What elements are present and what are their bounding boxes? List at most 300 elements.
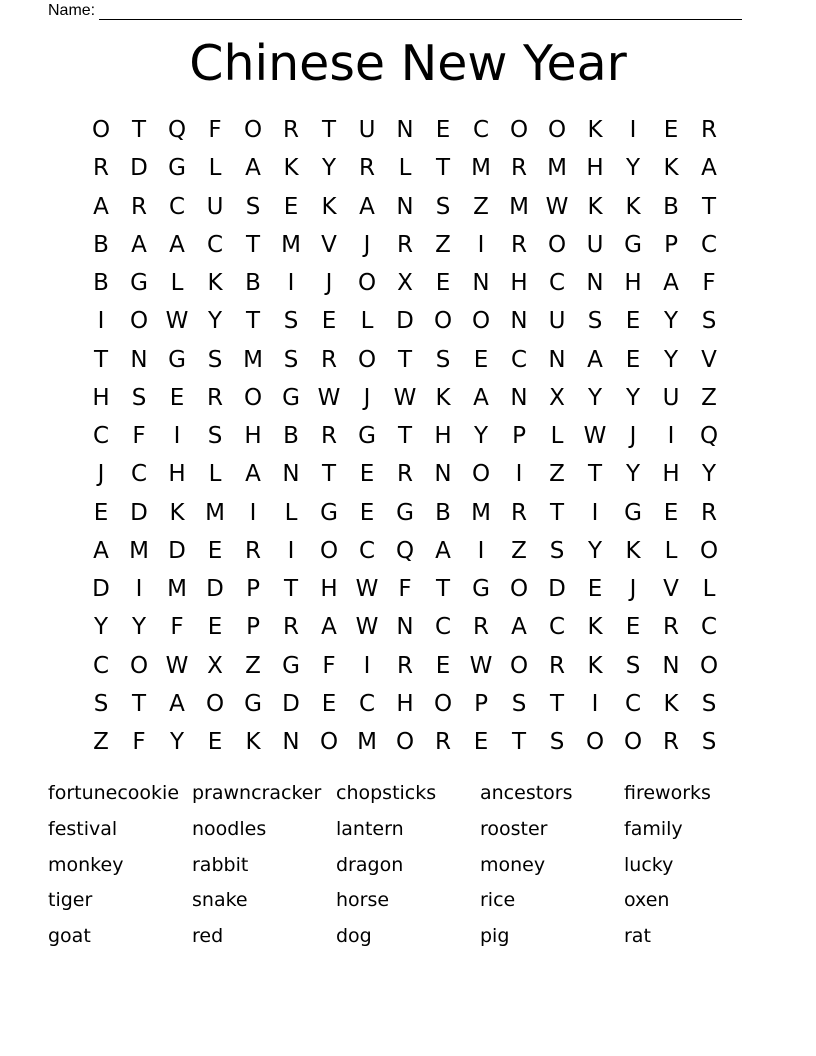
- grid-letter[interactable]: B: [93, 270, 109, 296]
- grid-letter[interactable]: M: [243, 346, 263, 373]
- grid-letter[interactable]: M: [129, 537, 149, 564]
- grid-letter[interactable]: E: [473, 346, 489, 373]
- grid-letter[interactable]: Z: [549, 461, 565, 488]
- grid-letter[interactable]: O: [91, 117, 111, 143]
- grid-letter[interactable]: P: [474, 690, 488, 717]
- grid-letter[interactable]: Y: [625, 461, 641, 488]
- grid-letter[interactable]: Q: [699, 423, 719, 449]
- grid-letter[interactable]: R: [93, 155, 109, 182]
- grid-letter[interactable]: A: [473, 384, 489, 411]
- grid-letter[interactable]: M: [167, 576, 187, 602]
- grid-letter[interactable]: K: [625, 537, 641, 564]
- grid-letter[interactable]: R: [701, 499, 717, 526]
- grid-letter[interactable]: Q: [395, 537, 415, 564]
- grid-letter[interactable]: T: [321, 461, 337, 488]
- grid-letter[interactable]: P: [664, 231, 678, 258]
- grid-letter[interactable]: L: [170, 270, 184, 296]
- grid-letter[interactable]: F: [132, 423, 146, 449]
- grid-letter[interactable]: O: [547, 117, 567, 143]
- grid-letter[interactable]: O: [205, 690, 225, 717]
- grid-letter[interactable]: C: [92, 652, 110, 679]
- grid-letter[interactable]: Y: [169, 729, 185, 755]
- word-bank-item: oxen: [624, 889, 670, 912]
- grid-letter[interactable]: U: [662, 384, 680, 411]
- grid-letter[interactable]: L: [360, 308, 374, 335]
- grid-letter[interactable]: D: [396, 308, 414, 335]
- grid-letter[interactable]: N: [396, 193, 414, 220]
- grid-letter[interactable]: E: [663, 499, 679, 526]
- grid-letter[interactable]: Y: [663, 308, 679, 335]
- grid-letter[interactable]: E: [435, 270, 451, 296]
- grid-letter[interactable]: E: [587, 576, 603, 602]
- grid-letter[interactable]: X: [207, 652, 223, 679]
- grid-letter[interactable]: B: [93, 231, 109, 258]
- grid-letter[interactable]: C: [548, 270, 566, 296]
- grid-letter[interactable]: O: [699, 537, 719, 564]
- grid-letter[interactable]: N: [586, 270, 604, 296]
- grid-letter[interactable]: H: [624, 270, 642, 296]
- grid-letter[interactable]: L: [702, 576, 716, 602]
- grid-letter[interactable]: H: [92, 384, 110, 411]
- word-bank-item: money: [480, 853, 546, 876]
- grid-letter[interactable]: O: [699, 652, 719, 679]
- grid-letter[interactable]: K: [587, 652, 603, 679]
- grid-letter[interactable]: W: [469, 652, 493, 679]
- grid-letter[interactable]: R: [359, 155, 375, 182]
- grid-letter[interactable]: N: [472, 270, 490, 296]
- grid-letter[interactable]: R: [473, 614, 489, 641]
- grid-letter[interactable]: O: [433, 308, 453, 335]
- grid-letter[interactable]: O: [509, 652, 529, 679]
- grid-letter[interactable]: K: [587, 193, 603, 220]
- grid-letter[interactable]: C: [206, 231, 224, 258]
- grid-letter[interactable]: B: [245, 270, 261, 296]
- grid-letter[interactable]: O: [509, 117, 529, 143]
- grid-letter[interactable]: S: [701, 729, 717, 755]
- grid-letter[interactable]: H: [244, 423, 262, 449]
- word-bank-item: rooster: [480, 817, 548, 840]
- grid-letter[interactable]: T: [701, 193, 717, 220]
- grid-letter[interactable]: O: [623, 729, 643, 755]
- grid-letter[interactable]: R: [663, 614, 679, 641]
- grid-letter[interactable]: I: [477, 231, 485, 258]
- grid-letter[interactable]: E: [435, 652, 451, 679]
- grid-row: [82, 379, 728, 417]
- grid-letter[interactable]: M: [357, 729, 377, 755]
- grid-letter[interactable]: I: [249, 499, 257, 526]
- grid-letter[interactable]: R: [321, 346, 337, 373]
- grid-letter[interactable]: N: [548, 346, 566, 373]
- grid-letter[interactable]: E: [625, 346, 641, 373]
- grid-letter[interactable]: F: [702, 270, 716, 296]
- grid-letter[interactable]: N: [510, 308, 528, 335]
- grid-letter[interactable]: F: [398, 576, 412, 602]
- grid-letter[interactable]: H: [662, 461, 680, 488]
- grid-letter[interactable]: M: [547, 155, 567, 182]
- grid-letter[interactable]: S: [435, 193, 451, 220]
- grid-letter[interactable]: R: [511, 231, 527, 258]
- grid-letter[interactable]: C: [472, 117, 490, 143]
- grid-letter[interactable]: I: [363, 652, 371, 679]
- grid-letter[interactable]: P: [246, 614, 260, 641]
- grid-letter[interactable]: V: [701, 346, 717, 373]
- grid-letter[interactable]: Y: [131, 614, 147, 641]
- grid-letter[interactable]: U: [358, 117, 376, 143]
- grid-letter[interactable]: A: [93, 193, 109, 220]
- grid-letter[interactable]: A: [435, 537, 451, 564]
- grid-letter[interactable]: U: [548, 308, 566, 335]
- grid-letter[interactable]: T: [397, 423, 413, 449]
- grid-letter[interactable]: R: [663, 729, 679, 755]
- grid-letter[interactable]: G: [282, 652, 300, 679]
- grid-letter[interactable]: C: [130, 461, 148, 488]
- grid-letter[interactable]: A: [701, 155, 717, 182]
- grid-letter[interactable]: M: [281, 231, 301, 258]
- grid-letter[interactable]: A: [169, 231, 185, 258]
- grid-letter[interactable]: H: [168, 461, 186, 488]
- grid-letter[interactable]: W: [355, 576, 379, 602]
- grid-letter[interactable]: W: [545, 193, 569, 220]
- grid-letter[interactable]: J: [363, 231, 371, 258]
- word-bank-item: rabbit: [192, 853, 249, 876]
- grid-letter[interactable]: I: [135, 576, 143, 602]
- grid-letter[interactable]: M: [471, 499, 491, 526]
- grid-letter[interactable]: B: [283, 423, 299, 449]
- grid-letter[interactable]: N: [396, 614, 414, 641]
- grid-letter[interactable]: A: [321, 614, 337, 641]
- grid-letter[interactable]: O: [243, 384, 263, 411]
- grid-letter[interactable]: R: [397, 461, 413, 488]
- grid-letter[interactable]: K: [625, 193, 641, 220]
- grid-letter[interactable]: Y: [625, 155, 641, 182]
- grid-letter[interactable]: G: [624, 499, 642, 526]
- grid-letter[interactable]: N: [282, 729, 300, 755]
- grid-letter[interactable]: Z: [93, 729, 109, 755]
- grid-letter[interactable]: Y: [473, 423, 489, 449]
- grid-letter[interactable]: M: [205, 499, 225, 526]
- grid-letter[interactable]: G: [624, 231, 642, 258]
- grid-letter[interactable]: U: [586, 231, 604, 258]
- grid-letter[interactable]: C: [700, 614, 718, 641]
- grid-letter[interactable]: I: [477, 537, 485, 564]
- grid-letter[interactable]: Z: [245, 652, 261, 679]
- grid-letter[interactable]: G: [320, 499, 338, 526]
- grid-letter[interactable]: O: [243, 117, 263, 143]
- grid-letter[interactable]: E: [207, 729, 223, 755]
- grid-letter[interactable]: O: [319, 537, 339, 564]
- grid-letter[interactable]: O: [471, 461, 491, 488]
- grid-letter[interactable]: T: [587, 461, 603, 488]
- grid-letter[interactable]: M: [471, 155, 491, 182]
- word-bank-item: dragon: [336, 853, 404, 876]
- grid-letter[interactable]: C: [700, 231, 718, 258]
- grid-letter[interactable]: K: [587, 614, 603, 641]
- grid-letter[interactable]: I: [667, 423, 675, 449]
- grid-letter[interactable]: K: [435, 384, 451, 411]
- grid-letter[interactable]: D: [92, 576, 110, 602]
- grid-letter[interactable]: W: [317, 384, 341, 411]
- grid-letter[interactable]: A: [245, 461, 261, 488]
- grid-letter[interactable]: G: [244, 690, 262, 717]
- grid-letter[interactable]: T: [283, 576, 299, 602]
- grid-letter[interactable]: J: [363, 384, 371, 411]
- grid-letter[interactable]: H: [320, 576, 338, 602]
- grid-letter[interactable]: M: [509, 193, 529, 220]
- grid-letter[interactable]: T: [549, 499, 565, 526]
- grid-letter[interactable]: I: [287, 270, 295, 296]
- grid-letter[interactable]: R: [283, 117, 299, 143]
- grid-letter[interactable]: R: [511, 155, 527, 182]
- grid-letter[interactable]: S: [549, 729, 565, 755]
- grid-letter[interactable]: E: [321, 690, 337, 717]
- grid-letter[interactable]: W: [355, 614, 379, 641]
- grid-letter[interactable]: T: [511, 729, 527, 755]
- grid-letter[interactable]: Y: [207, 308, 223, 335]
- grid-letter[interactable]: Z: [473, 193, 489, 220]
- grid-letter[interactable]: T: [435, 155, 451, 182]
- grid-letter[interactable]: D: [282, 690, 300, 717]
- grid-letter[interactable]: N: [510, 384, 528, 411]
- grid-letter[interactable]: T: [245, 308, 261, 335]
- grid-letter[interactable]: J: [629, 423, 637, 449]
- grid-letter[interactable]: O: [509, 576, 529, 602]
- grid-letter[interactable]: O: [319, 729, 339, 755]
- grid-letter[interactable]: S: [587, 308, 603, 335]
- grid-letter[interactable]: R: [397, 652, 413, 679]
- grid-letter[interactable]: R: [511, 499, 527, 526]
- grid-letter[interactable]: G: [358, 423, 376, 449]
- grid-letter[interactable]: D: [168, 537, 186, 564]
- grid-letter[interactable]: H: [434, 423, 452, 449]
- grid-letter[interactable]: R: [321, 423, 337, 449]
- grid-letter[interactable]: I: [591, 690, 599, 717]
- grid-letter[interactable]: E: [359, 499, 375, 526]
- grid-letter[interactable]: H: [586, 155, 604, 182]
- grid-letter[interactable]: C: [92, 423, 110, 449]
- grid-letter[interactable]: S: [435, 346, 451, 373]
- grid-letter[interactable]: K: [207, 270, 223, 296]
- grid-letter[interactable]: C: [510, 346, 528, 373]
- grid-letter[interactable]: W: [393, 384, 417, 411]
- grid-letter[interactable]: D: [130, 499, 148, 526]
- grid-letter[interactable]: S: [511, 690, 527, 717]
- grid-letter[interactable]: S: [283, 346, 299, 373]
- grid-letter[interactable]: E: [169, 384, 185, 411]
- grid-letter[interactable]: R: [245, 537, 261, 564]
- grid-letter[interactable]: I: [515, 461, 523, 488]
- grid-letter[interactable]: Q: [167, 117, 187, 143]
- grid-letter[interactable]: E: [207, 614, 223, 641]
- grid-letter[interactable]: O: [357, 270, 377, 296]
- grid-letter[interactable]: E: [435, 117, 451, 143]
- grid-letter[interactable]: S: [283, 308, 299, 335]
- grid-letter[interactable]: S: [701, 308, 717, 335]
- grid-letter[interactable]: Y: [587, 384, 603, 411]
- grid-letter[interactable]: T: [245, 231, 261, 258]
- grid-letter[interactable]: P: [512, 423, 526, 449]
- grid-letter[interactable]: R: [283, 614, 299, 641]
- grid-letter[interactable]: C: [434, 614, 452, 641]
- grid-letter[interactable]: Z: [435, 231, 451, 258]
- grid-letter[interactable]: J: [629, 576, 637, 602]
- grid-letter[interactable]: E: [321, 308, 337, 335]
- grid-letter[interactable]: A: [93, 537, 109, 564]
- grid-letter[interactable]: E: [359, 461, 375, 488]
- grid-letter[interactable]: T: [397, 346, 413, 373]
- grid-letter[interactable]: K: [169, 499, 185, 526]
- grid-letter[interactable]: X: [397, 270, 413, 296]
- grid-letter[interactable]: C: [358, 537, 376, 564]
- grid-letter[interactable]: A: [131, 231, 147, 258]
- word-bank-item: rat: [624, 925, 651, 948]
- grid-letter[interactable]: H: [396, 690, 414, 717]
- grid-letter[interactable]: W: [165, 308, 189, 335]
- grid-letter[interactable]: G: [472, 576, 490, 602]
- grid-letter[interactable]: T: [321, 117, 337, 143]
- grid-letter[interactable]: F: [208, 117, 222, 143]
- grid-letter[interactable]: L: [208, 461, 222, 488]
- grid-letter[interactable]: D: [548, 576, 566, 602]
- grid-letter[interactable]: J: [325, 270, 333, 296]
- name-label: Name:: [48, 2, 96, 19]
- grid-letter[interactable]: K: [283, 155, 299, 182]
- grid-letter[interactable]: O: [585, 729, 605, 755]
- grid-letter[interactable]: F: [170, 614, 184, 641]
- grid-letter[interactable]: Y: [587, 537, 603, 564]
- grid-letter[interactable]: T: [131, 117, 147, 143]
- grid-letter[interactable]: N: [282, 461, 300, 488]
- grid-letter[interactable]: R: [131, 193, 147, 220]
- grid-letter[interactable]: Y: [663, 346, 679, 373]
- grid-letter[interactable]: S: [207, 346, 223, 373]
- grid-letter[interactable]: K: [245, 729, 261, 755]
- grid-letter[interactable]: B: [435, 499, 451, 526]
- grid-letter[interactable]: K: [663, 155, 679, 182]
- grid-letter[interactable]: E: [207, 537, 223, 564]
- grid-letter[interactable]: J: [97, 461, 105, 488]
- grid-letter[interactable]: Y: [321, 155, 337, 182]
- grid-letter[interactable]: C: [168, 193, 186, 220]
- grid-letter[interactable]: R: [397, 231, 413, 258]
- grid-letter[interactable]: K: [663, 690, 679, 717]
- grid-letter[interactable]: T: [93, 346, 109, 373]
- grid-letter[interactable]: G: [282, 384, 300, 411]
- grid-letter[interactable]: Y: [93, 614, 109, 641]
- grid-letter[interactable]: S: [93, 690, 109, 717]
- grid-letter[interactable]: W: [583, 423, 607, 449]
- grid-letter[interactable]: K: [321, 193, 337, 220]
- grid-letter[interactable]: E: [625, 614, 641, 641]
- grid-letter[interactable]: C: [548, 614, 566, 641]
- grid-letter[interactable]: F: [132, 729, 146, 755]
- grid-letter[interactable]: A: [511, 614, 527, 641]
- grid-letter[interactable]: D: [130, 155, 148, 182]
- grid-letter[interactable]: F: [322, 652, 336, 679]
- grid-letter[interactable]: Z: [701, 384, 717, 411]
- grid-letter[interactable]: X: [549, 384, 565, 411]
- grid-letter[interactable]: L: [398, 155, 412, 182]
- grid-letter[interactable]: Y: [625, 384, 641, 411]
- grid-letter[interactable]: E: [473, 729, 489, 755]
- grid-letter[interactable]: L: [550, 423, 564, 449]
- grid-letter[interactable]: D: [206, 576, 224, 602]
- grid-letter[interactable]: I: [287, 537, 295, 564]
- grid-letter[interactable]: O: [547, 231, 567, 258]
- grid-letter[interactable]: R: [549, 652, 565, 679]
- grid-letter[interactable]: L: [208, 155, 222, 182]
- grid-letter[interactable]: O: [395, 729, 415, 755]
- grid-letter[interactable]: O: [129, 308, 149, 335]
- grid-letter[interactable]: L: [284, 499, 298, 526]
- grid-letter[interactable]: S: [245, 193, 261, 220]
- grid-letter[interactable]: K: [587, 117, 603, 143]
- grid-letter[interactable]: I: [629, 117, 637, 143]
- grid-letter[interactable]: G: [168, 155, 186, 182]
- grid-letter[interactable]: W: [165, 652, 189, 679]
- grid-letter[interactable]: R: [207, 384, 223, 411]
- grid-letter[interactable]: O: [433, 690, 453, 717]
- grid-letter[interactable]: R: [701, 117, 717, 143]
- grid-letter[interactable]: N: [396, 117, 414, 143]
- grid-letter[interactable]: L: [664, 537, 678, 564]
- grid-letter[interactable]: E: [283, 193, 299, 220]
- grid-letter[interactable]: T: [435, 576, 451, 602]
- grid-letter[interactable]: S: [549, 537, 565, 564]
- grid-letter[interactable]: E: [93, 499, 109, 526]
- grid-letter[interactable]: O: [357, 346, 377, 373]
- grid-letter[interactable]: N: [662, 652, 680, 679]
- grid-letter[interactable]: V: [321, 231, 337, 258]
- grid-letter[interactable]: E: [625, 308, 641, 335]
- grid-letter[interactable]: A: [587, 346, 603, 373]
- grid-letter[interactable]: I: [97, 308, 105, 335]
- grid-letter[interactable]: S: [625, 652, 641, 679]
- grid-letter[interactable]: B: [663, 193, 679, 220]
- grid-letter[interactable]: A: [169, 690, 185, 717]
- grid-letter[interactable]: H: [510, 270, 528, 296]
- grid-letter[interactable]: T: [131, 690, 147, 717]
- word-bank-item: snake: [192, 889, 248, 912]
- grid-row: [82, 608, 728, 646]
- grid-letter[interactable]: S: [701, 690, 717, 717]
- grid-letter[interactable]: A: [663, 270, 679, 296]
- grid-letter[interactable]: I: [173, 423, 181, 449]
- grid-letter[interactable]: O: [471, 308, 491, 335]
- grid-letter[interactable]: A: [359, 193, 375, 220]
- grid-letter[interactable]: G: [130, 270, 148, 296]
- grid-letter[interactable]: Z: [511, 537, 527, 564]
- grid-letter[interactable]: C: [358, 690, 376, 717]
- grid-letter[interactable]: N: [130, 346, 148, 373]
- grid-letter[interactable]: Y: [701, 461, 717, 488]
- grid-letter[interactable]: C: [624, 690, 642, 717]
- grid-letter[interactable]: R: [435, 729, 451, 755]
- grid-letter[interactable]: E: [663, 117, 679, 143]
- grid-row: [82, 647, 728, 685]
- grid-letter[interactable]: T: [549, 690, 565, 717]
- grid-letter[interactable]: S: [207, 423, 223, 449]
- grid-letter[interactable]: V: [663, 576, 679, 602]
- grid-letter[interactable]: N: [434, 461, 452, 488]
- grid-letter[interactable]: G: [396, 499, 414, 526]
- grid-letter[interactable]: S: [131, 384, 147, 411]
- grid-letter[interactable]: A: [245, 155, 261, 182]
- grid-letter[interactable]: O: [129, 652, 149, 679]
- grid-letter[interactable]: U: [206, 193, 224, 220]
- grid-letter[interactable]: P: [246, 576, 260, 602]
- grid-letter[interactable]: I: [591, 499, 599, 526]
- grid-letter[interactable]: G: [168, 346, 186, 373]
